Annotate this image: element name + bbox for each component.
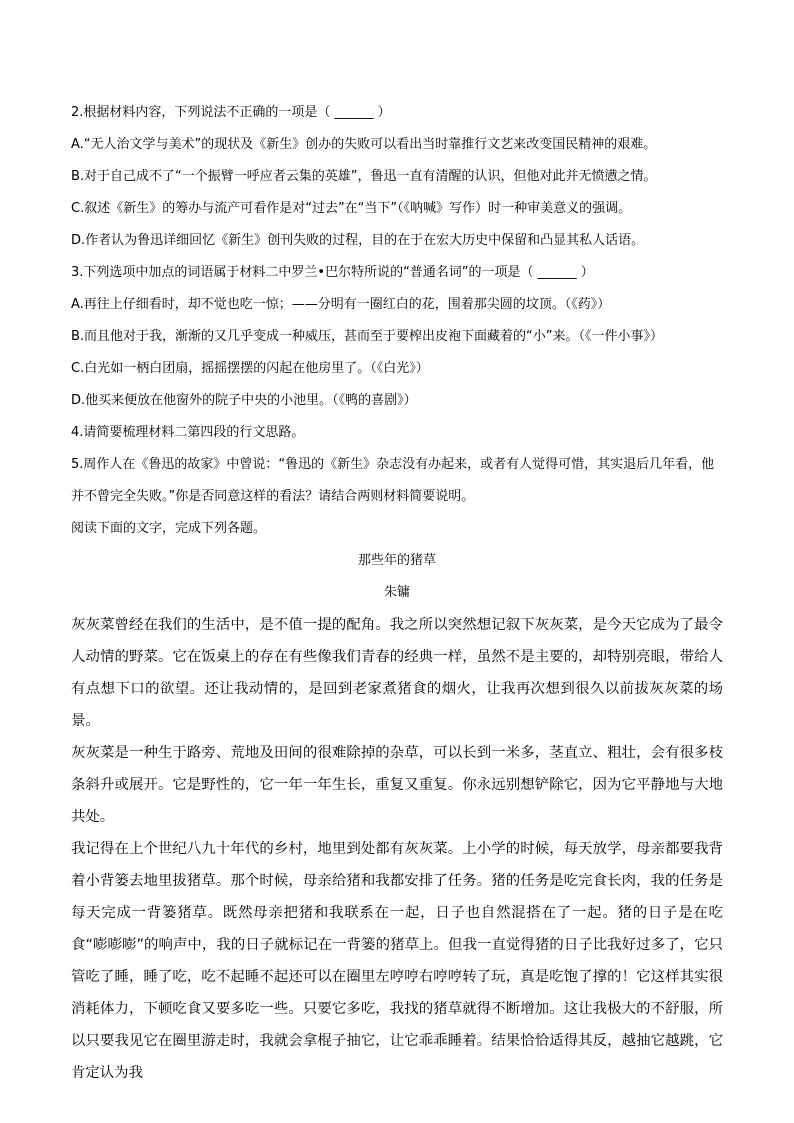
- question-2-option-d: D.作者认为鲁迅详细回忆《新生》创刊失败的过程，目的在于在宏大历史中保留和凸显其私人话语。: [71, 233, 645, 248]
- reading-instruction: 阅读下面的文字，完成下列各题。: [71, 521, 267, 536]
- question-2-option-b: B.对于自己成不了“一个振臂一呼应者云集的英雄”，鲁迅一直有清醒的认识，但他对此并无愤懑之情。: [71, 169, 657, 184]
- question-3-option-c: C.白光如一柄白团扇，摇摇摆摆的闪起在他房里了。（《白光》）: [71, 361, 429, 376]
- question-3-option-b: B.而且他对于我，渐渐的又几乎变成一种威压，甚而至于要榨出皮袍下面藏着的“小”来。（《一件小事》）: [71, 329, 664, 344]
- question-2-option-a: A.“无人治文学与美术”的现状及《新生》创办的失败可以看出当时靠推行文艺来改变国民精神的艰难。: [71, 137, 657, 152]
- question-3-option-d: D.他买来便放在他窗外的院子中央的小池里。（《鸭的喜剧》）: [71, 393, 417, 408]
- article-paragraph-2: 灰灰菜是一种生于路旁、荒地及田间的很难除掉的杂草，可以长到一米多，茎直立、粗壮，会有很多枝条斜升或展开。它是野性的，它一年一年生长，重复又重复。你永远别想铲除它，因为它平静地与大地共处。: [71, 745, 723, 825]
- article-paragraph-3: 我记得在上个世纪八九十年代的乡村，地里到处都有灰灰菜。上小学的时候，每天放学，母亲都要我背着小背篓去地里拔猪草。那个时候，母亲给猪和我都安排了任务。猪的任务是吃完食长肉，我的任务是每天完成一背篓猪草。既然母亲把猪和我联系在一起，日子也自然混搭在了一起。猪的日子是在吃食“嘭嘭嘭”的响声中，我的日子就标记在一背篓的猪草上。但我一直觉得猪的日子比我好过多了，它只管吃了睡，睡了吃，吃不起睡不起还可以在圈里左哼哼右哼哼转了玩，真是吃饱了撑的！它这样其实很消耗体力，下顿吃食又要多吃一些。只要它多吃，我找的猪草就得不断增加。这让我极大的不舒服，所以只要我见它在圈里游走时，我就会拿棍子抽它，让它乖乖睡着。结果恰恰适得其反，越抽它越跳，它肯定认为我: [71, 841, 723, 1081]
- question-3-stem: 3.下列选项中加点的词语属于材料二中罗兰•巴尔特所说的“普通名词”的一项是（ ______ ）: [71, 265, 594, 280]
- question-5-stem: 5.周作人在《鲁迅的故家》中曾说：“鲁迅的《新生》杂志没有办起来，或者有人觉得可惜，其实退后几年看，他并不曾完全失败。”你是否同意这样的看法？请结合两则材料简要说明。: [71, 457, 715, 504]
- question-4-stem: 4.请简要梳理材料二第四段的行文思路。: [71, 425, 305, 440]
- question-3-option-a: A.再往上仔细看时，却不觉也吃一惊；——分明有一圈红白的花，围着那尖圆的坟顶。（《药》）: [71, 297, 611, 312]
- question-2-stem: 2.根据材料内容，下列说法不正确的一项是（ ______ ）: [71, 105, 391, 120]
- article-author: 朱镛: [383, 585, 410, 600]
- document-content: [71, 97, 723, 1089]
- article-title: 那些年的猪草: [357, 553, 436, 568]
- article-paragraph-1: 灰灰菜曾经在我们的生活中，是不值一提的配角。我之所以突然想记叙下灰灰菜，是今天它成为了最令人动情的野菜。它在饭桌上的存在有些像我们青春的经典一样，虽然不是主要的，却特别亮眼，带给人有点想下口的欲望。还让我动情的，是回到老家煮猪食的烟火，让我再次想到很久以前拔灰灰菜的场景。: [71, 617, 723, 729]
- question-2-option-c: C.叙述《新生》的筹办与流产可看作是对“过去”在“当下”（《呐喊》写作）时一种审美意义的强调。: [71, 201, 632, 216]
